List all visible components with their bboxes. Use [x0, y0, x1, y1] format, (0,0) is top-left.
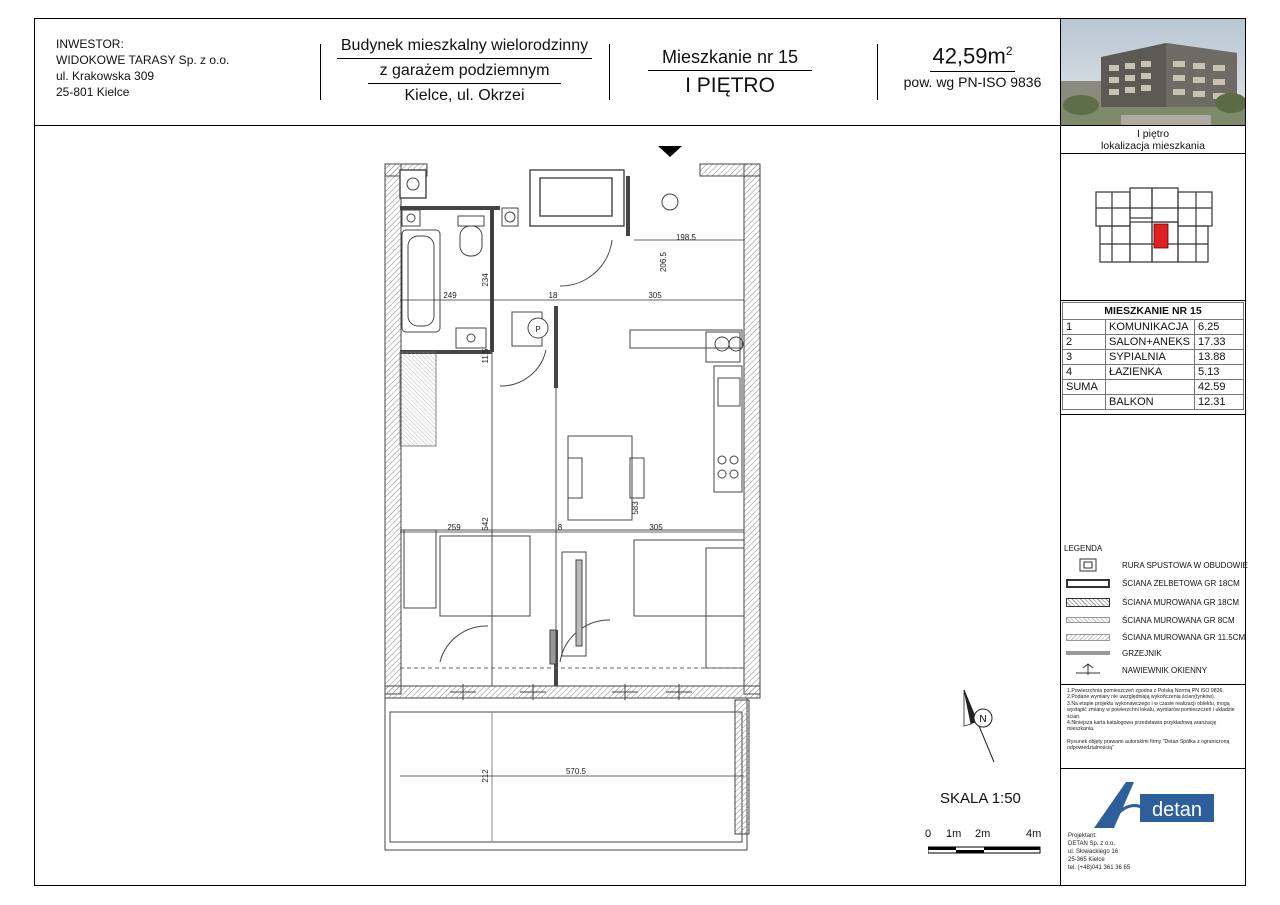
- legend-item: ŚCIANA MUROWANA GR 8CM: [1066, 613, 1235, 627]
- note-4: 4.Niniejsza karta katalogowa przedstawia przykładową aranżację mieszkania.: [1067, 720, 1217, 733]
- dim-label: 18: [548, 291, 558, 300]
- row-area: 5.13: [1195, 365, 1244, 380]
- designer-phone: tel. (+48)041 361 36 65: [1068, 865, 1131, 871]
- note-1: 1.Powierzchnia pomieszczeń zgodna z Polską Normą PN ISO 9836.: [1067, 688, 1224, 694]
- legend-item: GRZEJNIK: [1066, 646, 1162, 660]
- designer-name: DETAN Sp. z o.o.: [1068, 841, 1115, 847]
- dim-label: 206.5: [659, 251, 668, 273]
- legend-title: LEGENDA: [1064, 544, 1103, 553]
- scale-tick-4: 4m: [1026, 828, 1042, 840]
- building-block: [322, 34, 607, 108]
- designer-block: [1068, 832, 1130, 872]
- note-5: Rysunek objęty prawami autorskimi firmy "Detan Spółka z ograniczoną odpowiedzialnością": [1067, 738, 1230, 752]
- location-caption: [1060, 128, 1246, 152]
- scale-tick-1: 1m: [946, 828, 962, 840]
- floor-plan: [380, 140, 780, 856]
- rp-divider-5: [1060, 684, 1246, 685]
- masonry-wall-8-swatch: [1066, 617, 1110, 623]
- bed: [440, 536, 530, 616]
- table-row: [1063, 365, 1244, 380]
- investor-name: WIDOKOWE TARASY Sp. z o.o.: [56, 53, 230, 67]
- window-vent-icon: [1066, 663, 1110, 677]
- header-divider: [34, 125, 1060, 126]
- row-name: SALON+ANEKS: [1106, 335, 1195, 350]
- dim-label: 198.5: [675, 233, 697, 242]
- legend-item: ŚCIANA MUROWANA GR 11.5CM: [1066, 630, 1245, 644]
- note-2: 2.Podane wymiary nie uwzględniają wykończenia ścian(tynków).: [1067, 694, 1216, 701]
- note-3: 3.Na etapie projektu wykonawczego i w czasie realizacji obiektu, mogą wystąpić zmiany w powierzchni lokalu, wymiarów pomieszczeń i układzie ścian.: [1067, 700, 1235, 720]
- row-name: SYPIALNIA: [1106, 350, 1195, 365]
- kitchen-counter: [630, 330, 743, 492]
- rc-wall-swatch: [1066, 579, 1110, 588]
- location-line1: I piętro: [1136, 128, 1170, 140]
- scale-tick-2: 2m: [975, 828, 991, 840]
- row-name: KOMUNIKACJA: [1106, 320, 1195, 335]
- board-label: P: [535, 325, 541, 334]
- dim-label: 542: [481, 517, 490, 531]
- building-line3: Kielce, ul. Okrzei: [404, 87, 525, 104]
- bathroom-fixtures: [402, 208, 518, 348]
- dim-label: 249: [443, 291, 457, 300]
- masonry-wall-18-swatch: [1066, 598, 1110, 607]
- row-no: 3: [1063, 350, 1106, 365]
- location-line2: lokalizacja mieszkania: [1101, 140, 1205, 152]
- bedroom-furniture: [404, 530, 744, 668]
- row-no: 1: [1063, 320, 1106, 335]
- row-no: 4: [1063, 365, 1106, 380]
- designer-label: Projektant:: [1068, 833, 1097, 839]
- north-arrow: [950, 686, 1004, 766]
- dim-label: 212: [481, 769, 490, 783]
- row-area: 17.33: [1195, 335, 1244, 350]
- dim-label: 11.5: [481, 348, 490, 364]
- building-line2: z garażem podziemnym: [368, 59, 562, 84]
- sofa: [634, 540, 744, 616]
- sum-label: SUMA: [1063, 380, 1106, 395]
- rp-divider-6: [1060, 768, 1246, 769]
- sink: [456, 328, 486, 348]
- apartment-floor: I PIĘTRO: [685, 74, 775, 97]
- legend-item: ŚCIANA ŻELBETOWA GR 18CM: [1066, 576, 1240, 590]
- toilet: [458, 216, 484, 226]
- rp-divider-3: [1060, 300, 1246, 301]
- investor-street: ul. Krakowska 309: [56, 69, 155, 83]
- table-row: [1063, 350, 1244, 365]
- header-sep-2: [609, 44, 610, 100]
- area-table: [1062, 302, 1244, 410]
- location-keyplan: [1092, 186, 1218, 268]
- dim-label: 583: [631, 501, 640, 515]
- legend-item: NAWIEWNIK OKIENNY: [1066, 663, 1207, 677]
- designer-city: 25-365 Kielce: [1068, 857, 1105, 863]
- scale-label: SKALA 1:50: [940, 790, 1021, 807]
- scale-bar: [928, 846, 1046, 854]
- table-row-sum: [1063, 380, 1244, 395]
- balcony-value: 12.31: [1195, 395, 1244, 410]
- exterior-walls: [385, 164, 760, 698]
- north-label: N: [979, 714, 987, 725]
- table-row: [1063, 335, 1244, 350]
- rp-divider-2: [1060, 153, 1246, 154]
- dim-label: 234: [481, 273, 490, 287]
- header-sep-1: [320, 44, 321, 100]
- table-row: [1063, 320, 1244, 335]
- designer-street: ul. Słowackiego 16: [1068, 849, 1119, 855]
- logo-text: detan: [1151, 799, 1203, 821]
- apartment-title: Mieszkanie nr 15: [648, 44, 812, 71]
- balcony-label: BALKON: [1106, 395, 1195, 410]
- apartment-area-sup: 2: [1005, 44, 1013, 58]
- dim-label: 570.5: [565, 767, 587, 776]
- masonry-wall-115-swatch: [1066, 634, 1110, 641]
- row-name: ŁAZIENKA: [1106, 365, 1195, 380]
- building-rendering-image: [1061, 19, 1245, 125]
- row-area: 13.88: [1195, 350, 1244, 365]
- detan-logo: [1088, 778, 1216, 830]
- entrance-arrow-icon: [658, 146, 682, 157]
- notes-block: [1067, 688, 1237, 752]
- investor-city: 25-801 Kielce: [56, 85, 130, 99]
- investor-block: [56, 36, 229, 100]
- drain-pipe-icon: [1066, 558, 1110, 572]
- legend-item: ŚCIANA MUROWANA GR 18CM: [1066, 595, 1239, 609]
- investor-label: INWESTOR:: [56, 37, 124, 51]
- rp-divider-4: [1060, 414, 1246, 415]
- highlighted-apartment-marker: [1154, 224, 1168, 248]
- dim-label: 305: [649, 523, 663, 532]
- radiator-swatch: [1066, 651, 1110, 655]
- legend-item: RURA SPUSTOWA W OBUDOWIE: [1066, 558, 1248, 572]
- apartment-area-note: pow. wg PN-ISO 9836: [903, 74, 1042, 91]
- dim-label: 259: [447, 523, 461, 532]
- area-table-title: MIESZKANIE NR 15: [1063, 303, 1244, 320]
- dim-label: 305: [648, 291, 662, 300]
- dim-label: 8: [557, 523, 563, 532]
- rp-divider-1: [1060, 125, 1246, 126]
- building-line1: Budynek mieszkalny wielorodzinny: [337, 34, 592, 59]
- apartment-block: [630, 44, 830, 101]
- sum-value: 42.59: [1195, 380, 1244, 395]
- table-row-balcony: [1063, 395, 1244, 410]
- row-area: 6.25: [1195, 320, 1244, 335]
- scale-tick-0: 0: [925, 828, 932, 840]
- row-no: 2: [1063, 335, 1106, 350]
- apartment-area-block: [885, 36, 1060, 92]
- header-sep-3: [877, 44, 878, 100]
- apartment-area-value: 42,59m: [932, 43, 1006, 69]
